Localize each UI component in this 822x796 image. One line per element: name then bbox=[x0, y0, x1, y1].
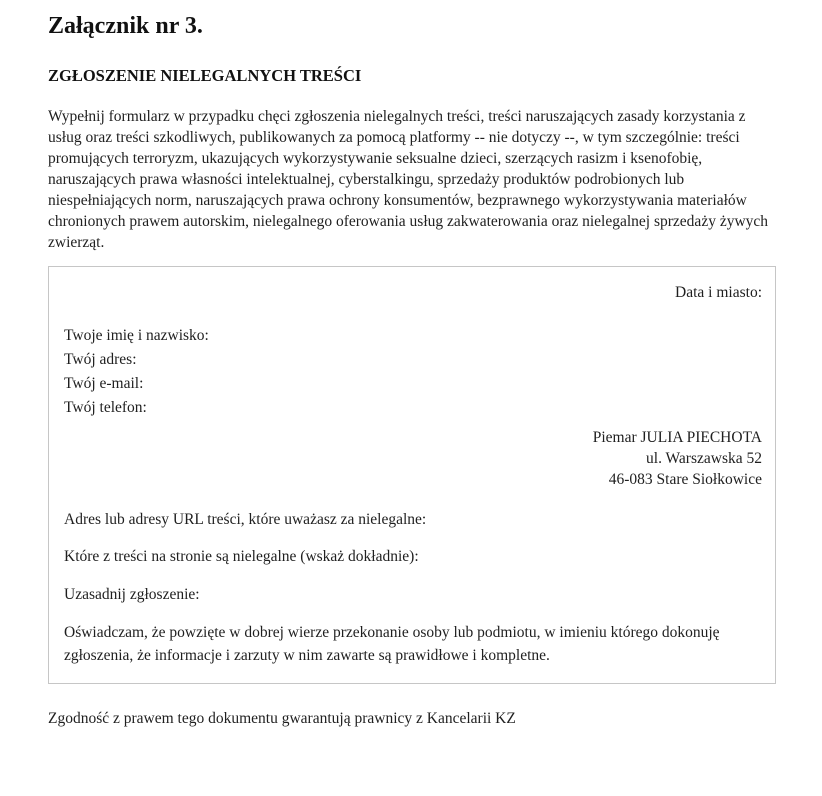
recipient-name: Piemar JULIA PIECHOTA bbox=[592, 429, 762, 446]
question-url-label: Adres lub adresy URL treści, które uważasz za nielegalne: bbox=[64, 511, 427, 528]
field-label-address: Twój adres: bbox=[64, 351, 137, 368]
report-form-box bbox=[48, 266, 776, 684]
field-label-name: Twoje imię i nazwisko: bbox=[64, 327, 209, 344]
date-city-label: Data i miasto: bbox=[675, 284, 762, 301]
footer-note: Zgodność z prawem tego dokumentu gwarantują prawnicy z Kancelarii KZ bbox=[48, 710, 516, 727]
page-title: Załącznik nr 3. bbox=[48, 13, 203, 39]
intro-paragraph: Wypełnij formularz w przypadku chęci zgłoszenia nielegalnych treści, treści naruszających zasady korzystania z usług oraz treści szkodliwych, publikowanych za pomocą platformy -- nie dotyczy --, w tym szczególnie: treści promujących terroryzm, ukazujących wykorzystywanie seksualne dzieci, szerzących rasizm i ksenofobię, naruszających prawa własności intelektualnej, cyberstalkingu, sprzedaży produktów podrobionych lub niespełniających norm, naruszających prawa ochrony konsumentów, bezprawnego wykorzystywania materiałów chronionych prawem autorskim, nielegalnego oferowania usług zakwaterowania oraz nielegalnej sprzedaży żywych zwierząt. bbox=[48, 108, 769, 251]
declaration-text: Oświadczam, że powzięte w dobrej wierze przekonanie osoby lub podmiotu, w imieniu którego dokonuję zgłoszenia, że informacje i zarzuty w nim zawarte są prawidłowe i kompletne. bbox=[64, 624, 720, 664]
document-heading: ZGŁOSZENIE NIELEGALNYCH TREŚCI bbox=[48, 66, 362, 85]
recipient-city: 46-083 Stare Siołkowice bbox=[608, 471, 762, 488]
reporter-fields bbox=[64, 324, 762, 420]
question-justification-label: Uzasadnij zgłoszenie: bbox=[64, 586, 200, 603]
recipient-address-block bbox=[64, 427, 762, 490]
field-label-phone: Twój telefon: bbox=[64, 399, 147, 416]
field-label-email: Twój e-mail: bbox=[64, 375, 144, 392]
recipient-street: ul. Warszawska 52 bbox=[646, 450, 762, 467]
question-which-content-label: Które z treści na stronie są nielegalne (wskaż dokładnie): bbox=[64, 548, 419, 565]
